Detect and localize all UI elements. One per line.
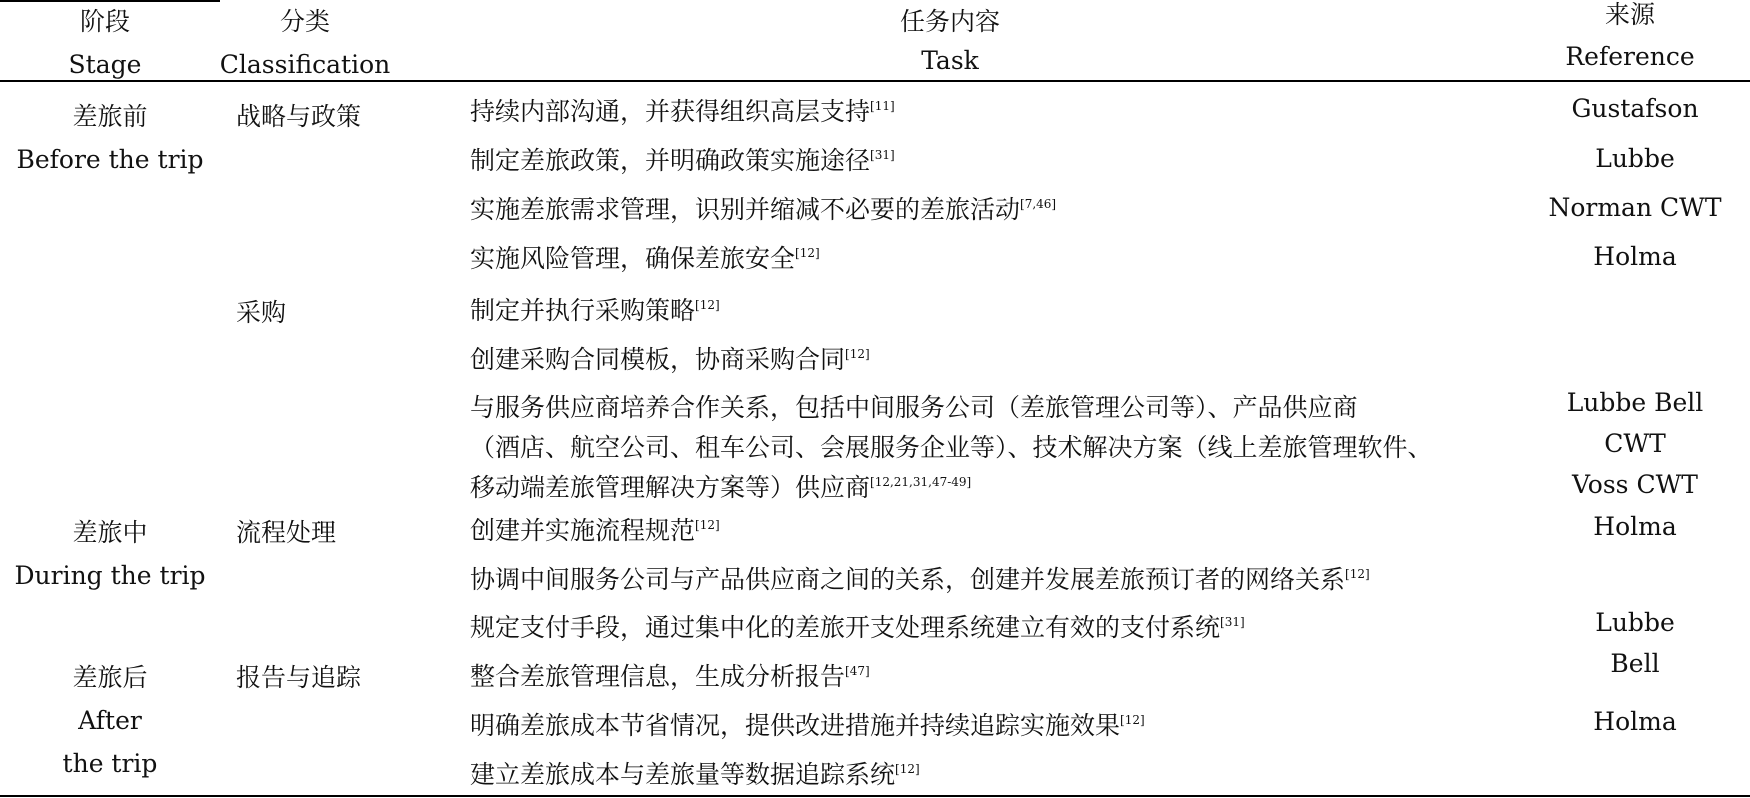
task-row: 整合差旅管理信息，生成分析报告[47]	[470, 662, 870, 691]
stage-after-cn: 差旅后	[72, 663, 148, 692]
header-ref-en: Reference	[1565, 42, 1695, 71]
reference-cell: Lubbe	[1595, 608, 1675, 637]
task-row: 制定并执行采购策略[12]	[470, 296, 720, 325]
reference-cell: Lubbe Bell	[1566, 388, 1704, 417]
top-rule	[0, 0, 220, 2]
header-stage-cn: 阶段	[79, 7, 130, 36]
task-row: 规定支付手段，通过集中化的差旅开支处理系统建立有效的支付系统[31]	[470, 613, 1245, 642]
header-task-en: Task	[921, 46, 979, 75]
header-ref-cn: 来源	[1604, 0, 1655, 29]
header-class-cn: 分类	[279, 7, 330, 36]
header-task-cn: 任务内容	[899, 7, 1000, 36]
reference-cell: Voss CWT	[1572, 470, 1698, 499]
class-procurement: 采购	[236, 298, 287, 327]
stage-after-en1: After	[78, 706, 142, 735]
reference-cell: CWT	[1604, 429, 1666, 458]
reference-cell: Lubbe	[1595, 144, 1675, 173]
task-row: 持续内部沟通，并获得组织高层支持[11]	[470, 97, 895, 126]
stage-before-cn: 差旅前	[72, 102, 148, 131]
task-row: 创建并实施流程规范[12]	[470, 516, 720, 545]
task-row: 建立差旅成本与差旅量等数据追踪系统[12]	[470, 760, 920, 789]
reference-cell: Holma	[1593, 512, 1677, 541]
task-row: 与服务供应商培养合作关系，包括中间服务公司（差旅管理公司等）、产品供应商	[470, 393, 1358, 422]
reference-cell: Gustafson	[1571, 94, 1699, 123]
stage-after-en2: the trip	[62, 749, 158, 778]
stage-during-en: During the trip	[14, 561, 206, 590]
class-process: 流程处理	[236, 518, 337, 547]
reference-cell: Bell	[1610, 649, 1660, 678]
header-class-en: Classification	[219, 50, 391, 79]
reference-cell: Holma	[1593, 242, 1677, 271]
task-row: 制定差旅政策，并明确政策实施途径[31]	[470, 146, 895, 175]
reference-cell: Norman CWT	[1548, 193, 1722, 222]
task-row: 创建采购合同模板，协商采购合同[12]	[470, 345, 870, 374]
task-row: （酒店、航空公司、租车公司、会展服务企业等）、技术解决方案（线上差旅管理软件、	[470, 433, 1433, 462]
task-row: 明确差旅成本节省情况，提供改进措施并持续追踪实施效果[12]	[470, 711, 1145, 740]
stage-during-cn: 差旅中	[72, 518, 148, 547]
task-row: 实施差旅需求管理，识别并缩减不必要的差旅活动[7,46]	[470, 195, 1057, 224]
header-stage-en: Stage	[68, 50, 142, 79]
task-row: 实施风险管理，确保差旅安全[12]	[470, 244, 820, 273]
task-row: 移动端差旅管理解决方案等）供应商[12,21,31,47-49]	[470, 473, 972, 502]
class-report: 报告与追踪	[236, 663, 362, 692]
reference-cell: Holma	[1593, 707, 1677, 736]
bottom-rule	[0, 795, 1750, 797]
task-row: 协调中间服务公司与产品供应商之间的关系，创建并发展差旅预订者的网络关系[12]	[470, 565, 1370, 594]
header-rule	[0, 80, 1750, 82]
stage-before-en: Before the trip	[16, 145, 204, 174]
class-strategy: 战略与政策	[236, 102, 362, 131]
